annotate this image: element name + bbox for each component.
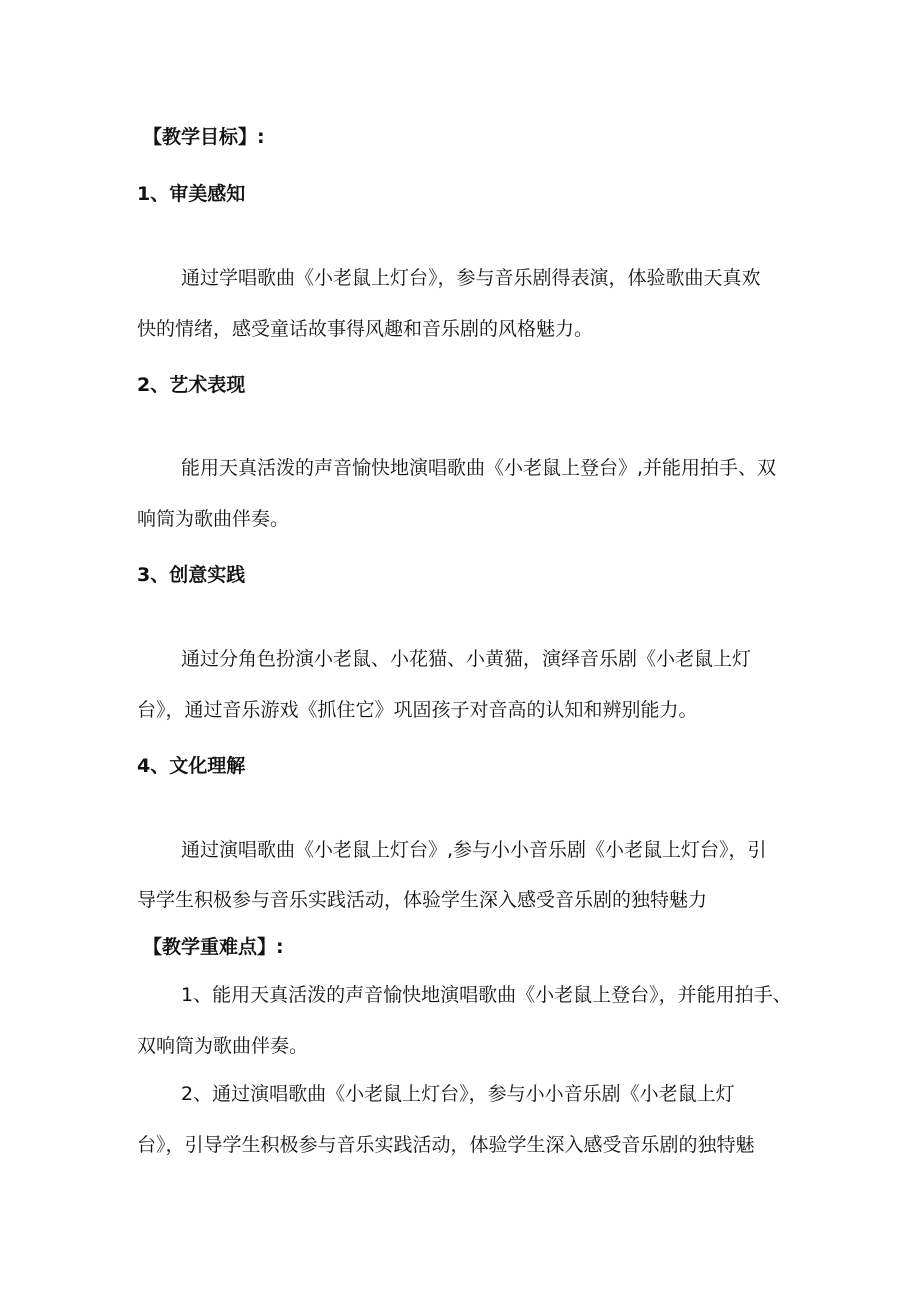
goal-2-text-line-1: 能用天真活泼的声音愉快地演唱歌曲《小老鼠上登台》,并能用拍手、双: [181, 457, 777, 479]
goal-1-text-line-2: 快的情绪，感受童话故事得风趣和音乐剧的风格魅力。: [137, 318, 594, 340]
goal-1-text-line-1: 通过学唱歌曲《小老鼠上灯台》，参与音乐剧得表演，体验歌曲天真欢: [181, 267, 761, 289]
key-point-2-line-2: 台》，引导学生积极参与音乐实践活动，体验学生深入感受音乐剧的独特魅: [137, 1134, 755, 1156]
goal-3-heading: 3、创意实践: [137, 564, 246, 586]
goal-1-heading: 1、审美感知: [137, 183, 246, 205]
goal-3-text-line-1: 通过分角色扮演小老鼠、小花猫、小黄猫，演绎音乐剧《小老鼠上灯: [181, 648, 752, 670]
goal-4-text-line-1: 通过演唱歌曲《小老鼠上灯台》,参与小小音乐剧《小老鼠上灯台》，引: [181, 839, 767, 861]
key-point-1-line-1: 1、能用天真活泼的声音愉快地演唱歌曲《小老鼠上登台》，并能用拍手、: [181, 984, 792, 1006]
key-point-2-line-1: 2、通过演唱歌曲《小老鼠上灯台》，参与小小音乐剧《小老鼠上灯: [181, 1083, 735, 1105]
goal-2-text-line-2: 响筒为歌曲伴奏。: [137, 508, 290, 530]
goal-3-text-line-2: 台》，通过音乐游戏《抓住它》巩固孩子对音高的认知和辨别能力。: [137, 699, 698, 721]
goal-4-text-line-2: 导学生积极参与音乐实践活动，体验学生深入感受音乐剧的独特魅力: [137, 889, 708, 911]
goal-4-heading: 4、文化理解: [137, 755, 246, 777]
goal-2-heading: 2、艺术表现: [137, 374, 246, 396]
key-point-1-line-2: 双响筒为歌曲伴奏。: [137, 1035, 309, 1057]
teaching-goals-title: 【教学目标】:: [143, 126, 265, 148]
key-difficult-points-title: 【教学重难点】:: [143, 936, 284, 958]
